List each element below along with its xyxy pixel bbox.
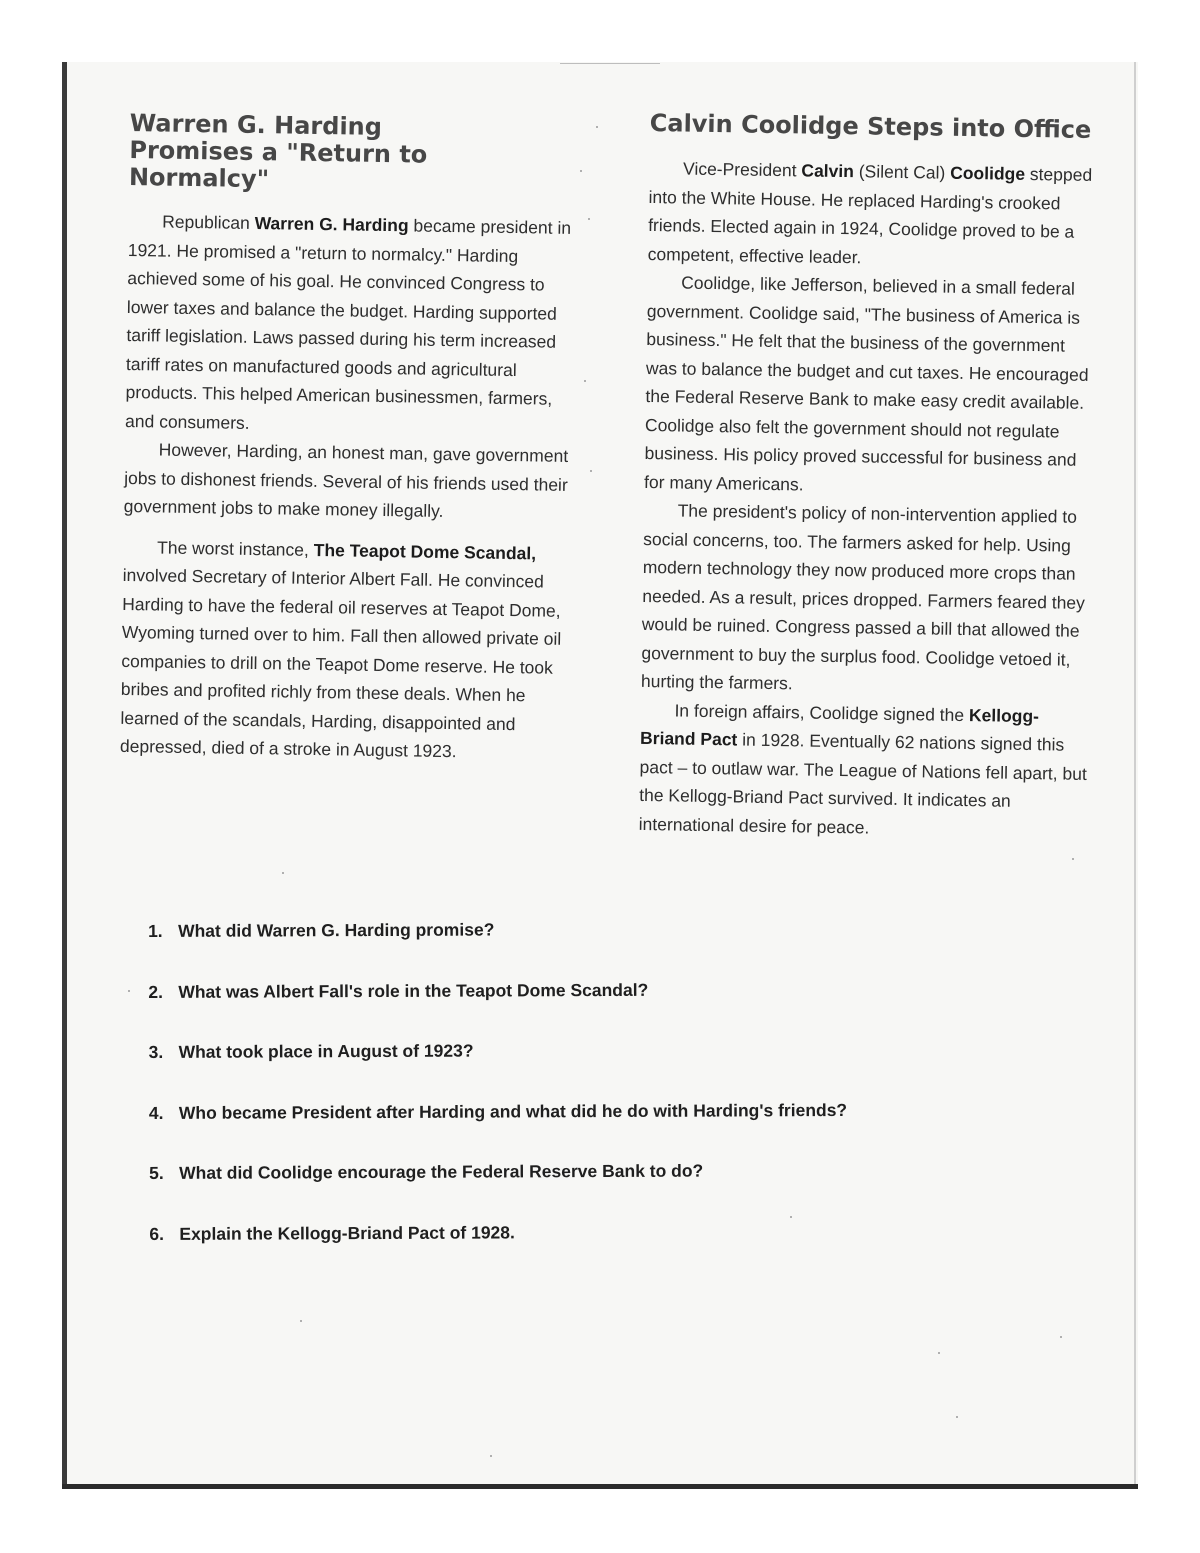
question-number: 2.	[148, 981, 163, 1002]
paragraph-text: involved Secretary of Interior Albert Fall. He convinced Harding to have the federal oil reserves at Teapot Dome, Wyoming turned over to him. Fall then allowed private oil companies to drill on the Teapot Dome reserve. He took bribes and profited richly from these deals. When he learned of the scandals, Harding, disappointed and depressed, died of a stroke in August 1923.	[119, 564, 562, 762]
question-text: What was Albert Fall's role in the Teapot Dome Scandal?	[178, 979, 649, 1002]
coolidge-article	[639, 108, 1098, 845]
paragraph-text: Vice-President	[682, 158, 802, 181]
question-number: 3.	[148, 1041, 164, 1062]
question-text: What did Coolidge encourage the Federal Reserve Bank to do?	[179, 1160, 704, 1183]
scan-speck	[1060, 1336, 1062, 1338]
scan-speck	[1072, 858, 1074, 860]
question-number: 6.	[149, 1223, 165, 1244]
paragraph-text: in 1928. Eventually 62 nations signed this pact – to outlaw war. The League of Nations fell apart, but the Kellogg-Briand Pact survived. It indicates an international desire for peace.	[638, 729, 1087, 838]
scan-speck	[300, 1320, 302, 1322]
coolidge-paragraph-2: Coolidge, like Jefferson, believed in a small federal government. Coolidge said, "The business of America is business." He felt that the business of the government was to balance the budget and cut taxes. He encouraged the Federal Reserve Bank to make easy credit available. Coolidge also felt the government should not regulate business. His policy proved successful for business and for many Americans.	[643, 272, 1089, 494]
question-item	[148, 977, 1048, 1041]
question-text: What took place in August of 1923?	[178, 1040, 474, 1062]
bold-term: Coolidge	[950, 162, 1026, 184]
bold-term: Warren G. Harding	[254, 212, 409, 236]
question-text: What did Warren G. Harding promise?	[178, 919, 495, 941]
question-text: Who became President after Harding and what did he do with Harding's friends?	[178, 1099, 848, 1123]
page-right-edge	[1134, 62, 1136, 1488]
paragraph-text: Republican	[162, 211, 255, 233]
coolidge-paragraph-1	[647, 154, 1097, 275]
page-left-edge	[62, 62, 67, 1488]
question-number: 4.	[148, 1102, 164, 1123]
harding-article-title: Warren G. Harding Promises a "Return to Normalcy"	[128, 109, 428, 194]
teapot-dome-paragraph	[120, 532, 584, 767]
question-item	[149, 1037, 1049, 1101]
scan-speck	[490, 1455, 492, 1457]
scan-speck	[596, 126, 598, 128]
scan-speck	[282, 872, 284, 874]
paragraph-text: became president in 1921. He promised a "return to normalcy." Harding achieved some of his goal. He convinced Congress to lower taxes and balance the budget. Harding supported tariff legislation. Laws passed during his term increased tariff rates on manufactured goods and agricultural products. This helped American businessmen, farmers, and consumers.	[124, 215, 572, 433]
bold-term: Kellogg-Briand Pact	[639, 704, 1040, 750]
coolidge-article-title: Calvin Coolidge Steps into Office	[649, 108, 1092, 144]
harding-article	[120, 110, 590, 768]
question-item	[149, 1219, 1049, 1283]
question-number: 5.	[149, 1162, 164, 1183]
paragraph-text: stepped into the White House. He replaced Harding's crooked friends. Elected again in 1924, Coolidge proved to be a competent, effective leader.	[647, 163, 1093, 267]
bold-term: The Teapot Dome Scandal,	[313, 539, 537, 563]
paragraph-text: (Silent Cal)	[853, 161, 951, 183]
paragraph-text: In foreign affairs, Coolidge signed the	[674, 699, 970, 725]
harding-paragraph-2: However, Harding, an honest man, gave government jobs to dishonest friends. Several of his friends used their government jobs to make money illegally.	[123, 439, 569, 521]
scan-speck	[590, 470, 592, 472]
question-item	[149, 1098, 1049, 1162]
scan-speck	[128, 990, 130, 992]
bold-term: Calvin	[801, 160, 855, 182]
paragraph-text: The worst instance,	[156, 536, 314, 560]
scan-speck	[956, 1416, 958, 1418]
kellogg-briand-paragraph	[639, 695, 1089, 845]
harding-paragraph-1	[125, 207, 589, 442]
scan-speck	[938, 1352, 940, 1354]
question-list	[148, 916, 1050, 1283]
question-item	[149, 1158, 1049, 1222]
top-divider	[560, 63, 660, 64]
page-bottom-edge	[62, 1484, 1138, 1489]
question-text: Explain the Kellogg-Briand Pact of 1928.	[179, 1221, 515, 1244]
question-item	[148, 916, 1048, 980]
question-number: 1.	[148, 920, 163, 941]
coolidge-paragraph-3: The president's policy of non-intervention applied to social concerns, too. The farmers asked for help. Using modern technology they now produced more crops than needed. As a result, prices dropped. Farmers feared they would be ruined. Congress passed a bill that allowed the government to buy the surplus food. Coolidge vetoed it, hurting the farmers.	[640, 500, 1086, 694]
